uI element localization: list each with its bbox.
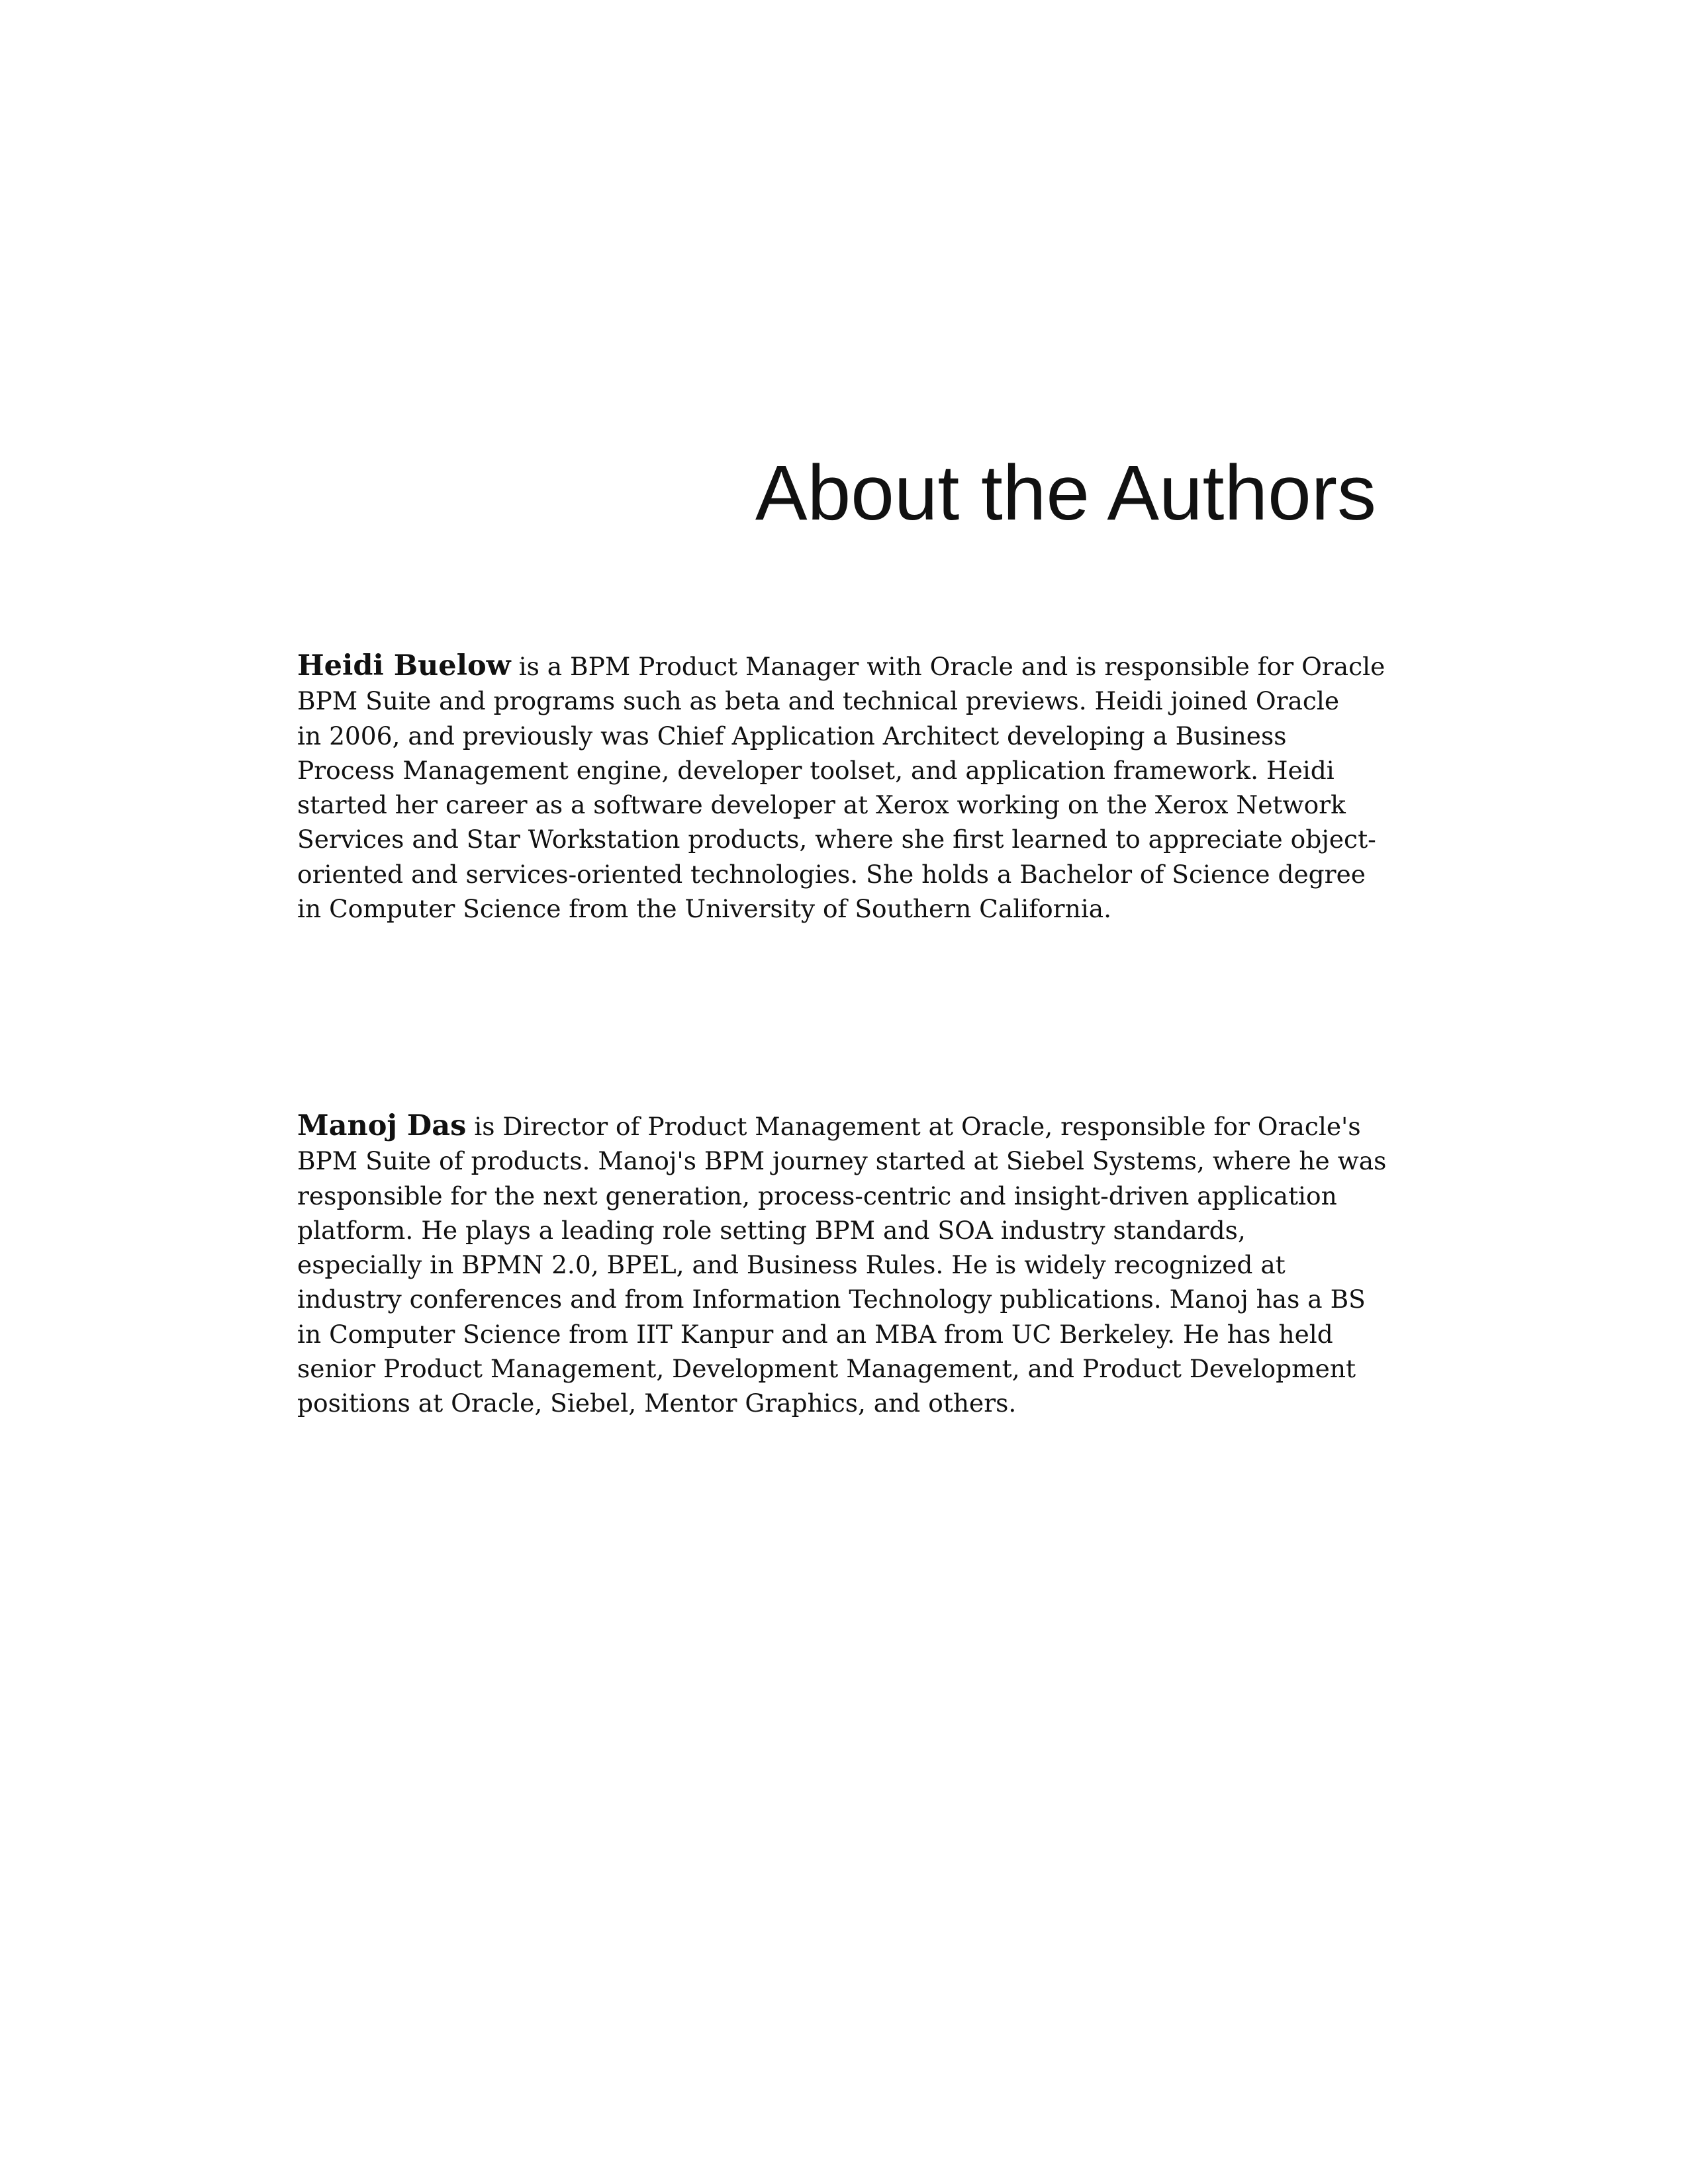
author-bio-manoj-das: [297, 1109, 1389, 1421]
bio-line: Process Management engine, developer toolset, and application framework. Heidi: [297, 755, 1335, 785]
author-name: Manoj Das: [297, 1109, 467, 1142]
author-name: Heidi Buelow: [297, 649, 511, 682]
bio-line: [297, 649, 1389, 684]
bio-line: started her career as a software developer at Xerox working on the Xerox Network: [297, 790, 1346, 820]
bio-line: especially in BPMN 2.0, BPEL, and Business Rules. He is widely recognized at: [297, 1250, 1286, 1280]
bio-line: in Computer Science from the University of Southern California.: [297, 894, 1112, 924]
bio-line: in Computer Science from IIT Kanpur and an MBA from UC Berkeley. He has held: [297, 1319, 1333, 1349]
bio-line: Services and Star Workstation products, where she first learned to appreciate object-: [297, 825, 1376, 854]
bio-line: BPM Suite and programs such as beta and technical previews. Heidi joined Oracle: [297, 686, 1340, 716]
bio-text: is a BPM Product Manager with Oracle and is responsible for Oracle: [510, 652, 1385, 681]
page-title: About the Authors: [755, 449, 1376, 537]
bio-line: senior Product Management, Development Management, and Product Development: [297, 1354, 1356, 1384]
bio-line: responsible for the next generation, process-centric and insight-driven application: [297, 1181, 1337, 1210]
bio-line: BPM Suite of products. Manoj's BPM journey started at Siebel Systems, where he was: [297, 1146, 1387, 1176]
bio-line: industry conferences and from Information Technology publications. Manoj has a BS: [297, 1285, 1366, 1314]
bio-line: [297, 1109, 1389, 1144]
bio-text: is Director of Product Management at Oracle, responsible for Oracle's: [466, 1112, 1361, 1141]
author-bio-heidi-buelow: [297, 649, 1389, 926]
bio-line: in 2006, and previously was Chief Application Architect developing a Business: [297, 721, 1287, 751]
bio-line: positions at Oracle, Siebel, Mentor Graphics, and others.: [297, 1388, 1017, 1418]
bio-line: oriented and services-oriented technologies. She holds a Bachelor of Science degree: [297, 859, 1366, 889]
bio-line: platform. He plays a leading role setting BPM and SOA industry standards,: [297, 1215, 1246, 1245]
